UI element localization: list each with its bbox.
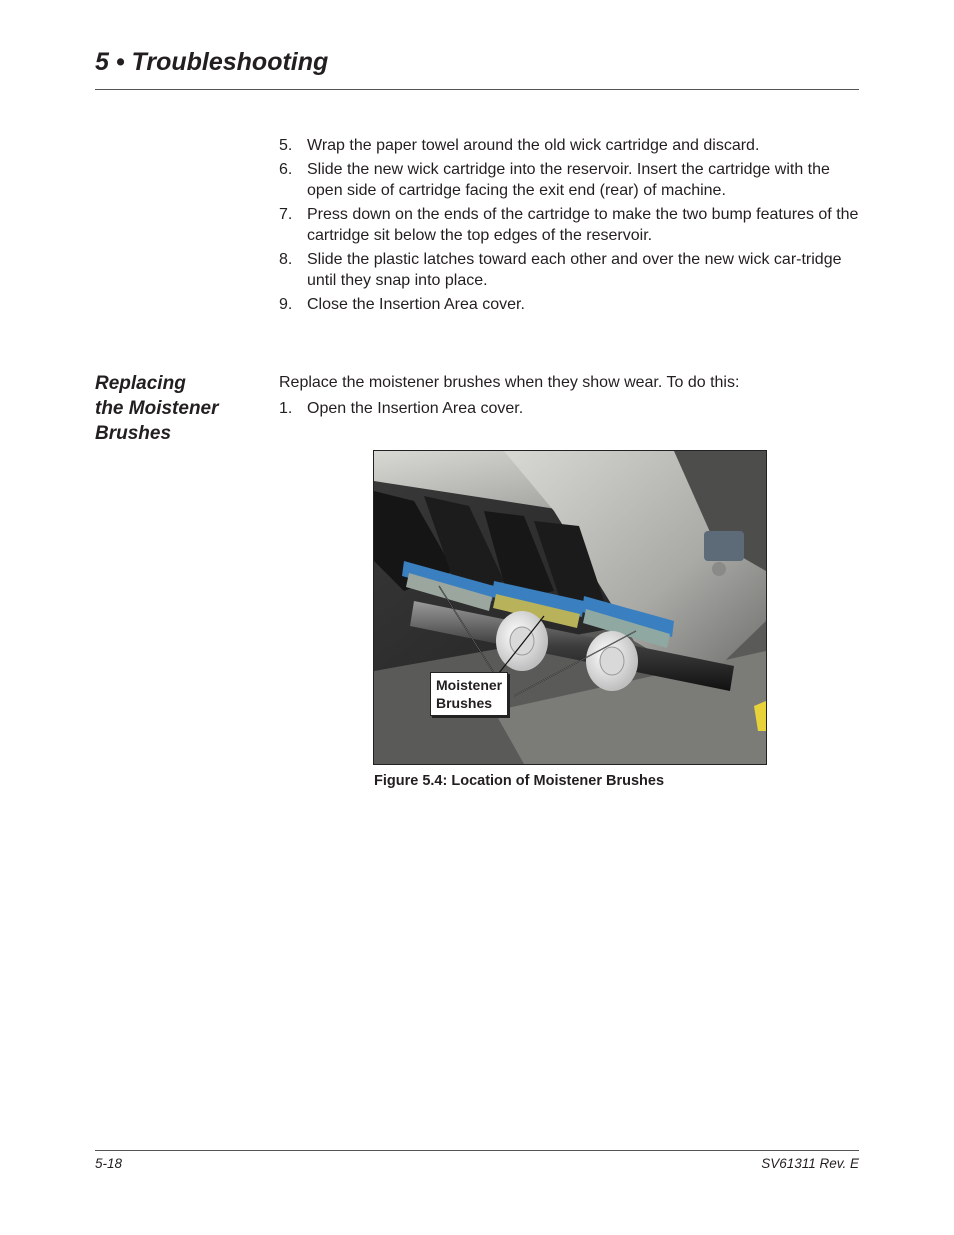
step-number: 6. (279, 161, 293, 178)
list-item (279, 159, 859, 201)
figure-caption: Figure 5.4: Location of Moistener Brushes (374, 773, 665, 789)
section-steps-list (279, 398, 859, 422)
step-number: 8. (279, 251, 293, 268)
page-number: 5-18 (95, 1156, 123, 1171)
step-number: 5. (279, 137, 293, 154)
list-item (279, 204, 859, 246)
machine-illustration (374, 451, 766, 764)
section-heading (95, 371, 265, 446)
list-item (279, 398, 859, 419)
section-heading-line: the Moistener (95, 398, 219, 419)
list-item (279, 294, 859, 315)
document-id: SV61311 Rev. E (761, 1156, 859, 1171)
callout-line: Moistener (436, 677, 503, 693)
step-text: Open the Insertion Area cover. (307, 400, 524, 417)
section-heading-line: Brushes (95, 423, 172, 444)
step-text: Press down on the ends of the cartridge to make the two bump features of the cartridge sit below the top edges of the reservoir. (307, 206, 859, 244)
step-number: 1. (279, 400, 293, 417)
step-number: 9. (279, 296, 293, 313)
section-intro: Replace the moistener brushes when they show wear. To do this: (279, 374, 740, 391)
step-text: Close the Insertion Area cover. (307, 296, 525, 313)
list-item (279, 135, 859, 156)
header-rule (95, 89, 859, 90)
list-item (279, 249, 859, 291)
footer-rule (95, 1150, 859, 1151)
step-text: Slide the new wick cartridge into the reservoir. Insert the cartridge with the open side of cartridge facing the exit end (rear) of machine. (307, 161, 830, 199)
callout-line: Brushes (436, 695, 493, 711)
section-heading-line: Replacing (95, 373, 186, 394)
moistener-brushes-callout (430, 672, 508, 716)
steps-continued-list (279, 135, 859, 318)
step-text: Slide the plastic latches toward each other and over the new wick car-tridge until they snap into place. (307, 251, 842, 289)
chapter-title: 5 • Troubleshooting (95, 48, 329, 76)
step-number: 7. (279, 206, 293, 223)
step-text: Wrap the paper towel around the old wick cartridge and discard. (307, 137, 760, 154)
moistener-brushes-photo (373, 450, 767, 765)
